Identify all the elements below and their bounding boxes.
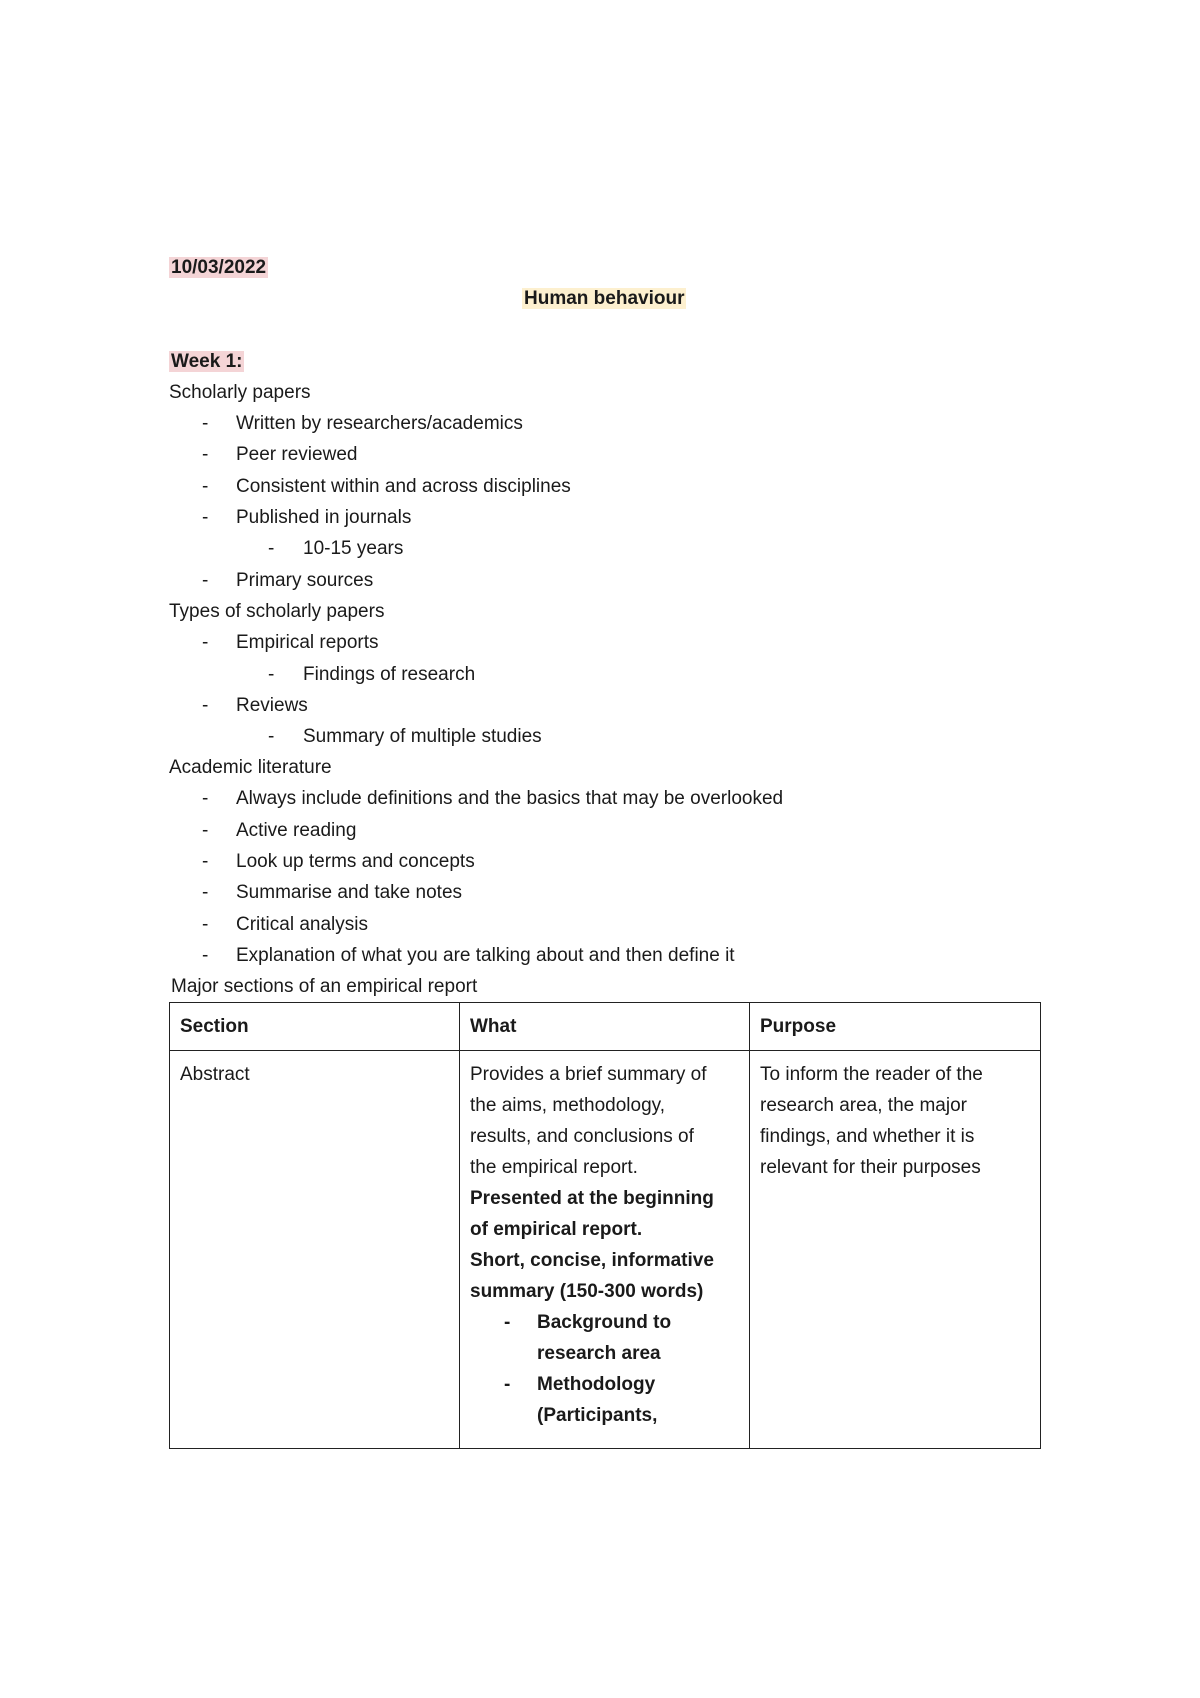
sections-heading: Major sections of an empirical report — [171, 976, 478, 997]
table-header-cell: Purpose — [750, 1003, 1041, 1051]
bullet-dash: - — [202, 444, 209, 465]
date: 10/03/2022 — [171, 257, 267, 278]
bullet-dash: - — [202, 507, 209, 528]
empirical-report-table — [169, 1002, 1041, 1449]
bullet-dash: - — [268, 726, 275, 747]
bullet-dash: - — [202, 632, 209, 653]
bullet-dash: - — [202, 914, 209, 935]
document-page: 10/03/2022 Human behaviour Week 1: Scholarly papers - Written by researchers/academics - Peer reviewed - Consistent within and across disciplines - Published in journals - 10-15 years - Primary sources Types of scholarly papers - Empirical reports - Findings of research - Reviews - Summary of multiple studies Academic literature - Always include definitions and the basics that may be overlooked - Active reading - Look up terms and concepts - Summarise and take notes - Critical analysis - Explanation of what you are talking about and then define it Major sections of an empirical report Section What Purpose Abstract Provides a brief summary of the aims, methodology, results, and conclusions of the empirical report. Presented at the beginning of empirical report. Short, concise, informative summary (150-300 words) - Background to research area - Methodology (Participants, To inform the reader of the research area, the major findings, and whether it is relevant for their purposes — [0, 0, 1200, 1698]
cell-bullet-item-cont: (Participants, — [537, 1405, 658, 1426]
types-heading: Types of scholarly papers — [169, 601, 385, 622]
table-cell-purpose: To inform the reader of the research area, the major findings, and whether it is relevant for their purposes — [750, 1051, 1041, 1449]
page-title: Human behaviour — [524, 288, 685, 309]
academic-heading: Academic literature — [169, 757, 332, 778]
table-cell-what: Provides a brief summary of the aims, methodology, results, and conclusions of the empirical report. Presented at the beginning of empirical report. Short, concise, informative summary (150-300 words) - Background to research area - Methodology (Participants, — [460, 1051, 750, 1449]
bullet-dash: - — [202, 945, 209, 966]
scholarly-heading: Scholarly papers — [169, 382, 311, 403]
bullet-dash: - — [504, 1374, 511, 1395]
table-header-row — [170, 1003, 1041, 1051]
bullet-dash: - — [202, 476, 209, 497]
bullet-dash: - — [504, 1312, 511, 1333]
week-heading: Week 1: — [171, 351, 243, 372]
table-header-cell: Section — [170, 1003, 460, 1051]
title-line — [522, 283, 686, 314]
cell-bullet-item: - Background to — [470, 1307, 739, 1338]
bullet-dash: - — [202, 695, 209, 716]
bullet-dash: - — [202, 413, 209, 434]
bullet-dash: - — [268, 538, 275, 559]
bullet-dash: - — [202, 788, 209, 809]
cell-bullet-item: - Methodology — [470, 1369, 739, 1400]
table-row — [170, 1051, 1041, 1449]
bullet-dash: - — [202, 570, 209, 591]
bullet-dash: - — [268, 664, 275, 685]
bullet-dash: - — [202, 851, 209, 872]
date-line — [169, 252, 268, 283]
table-cell-section: Abstract — [170, 1051, 460, 1449]
bullet-dash: - — [202, 820, 209, 841]
bullet-dash: - — [202, 882, 209, 903]
table-header-cell: What — [460, 1003, 750, 1051]
week-line — [169, 346, 244, 377]
cell-bullet-item-cont: research area — [537, 1343, 661, 1364]
